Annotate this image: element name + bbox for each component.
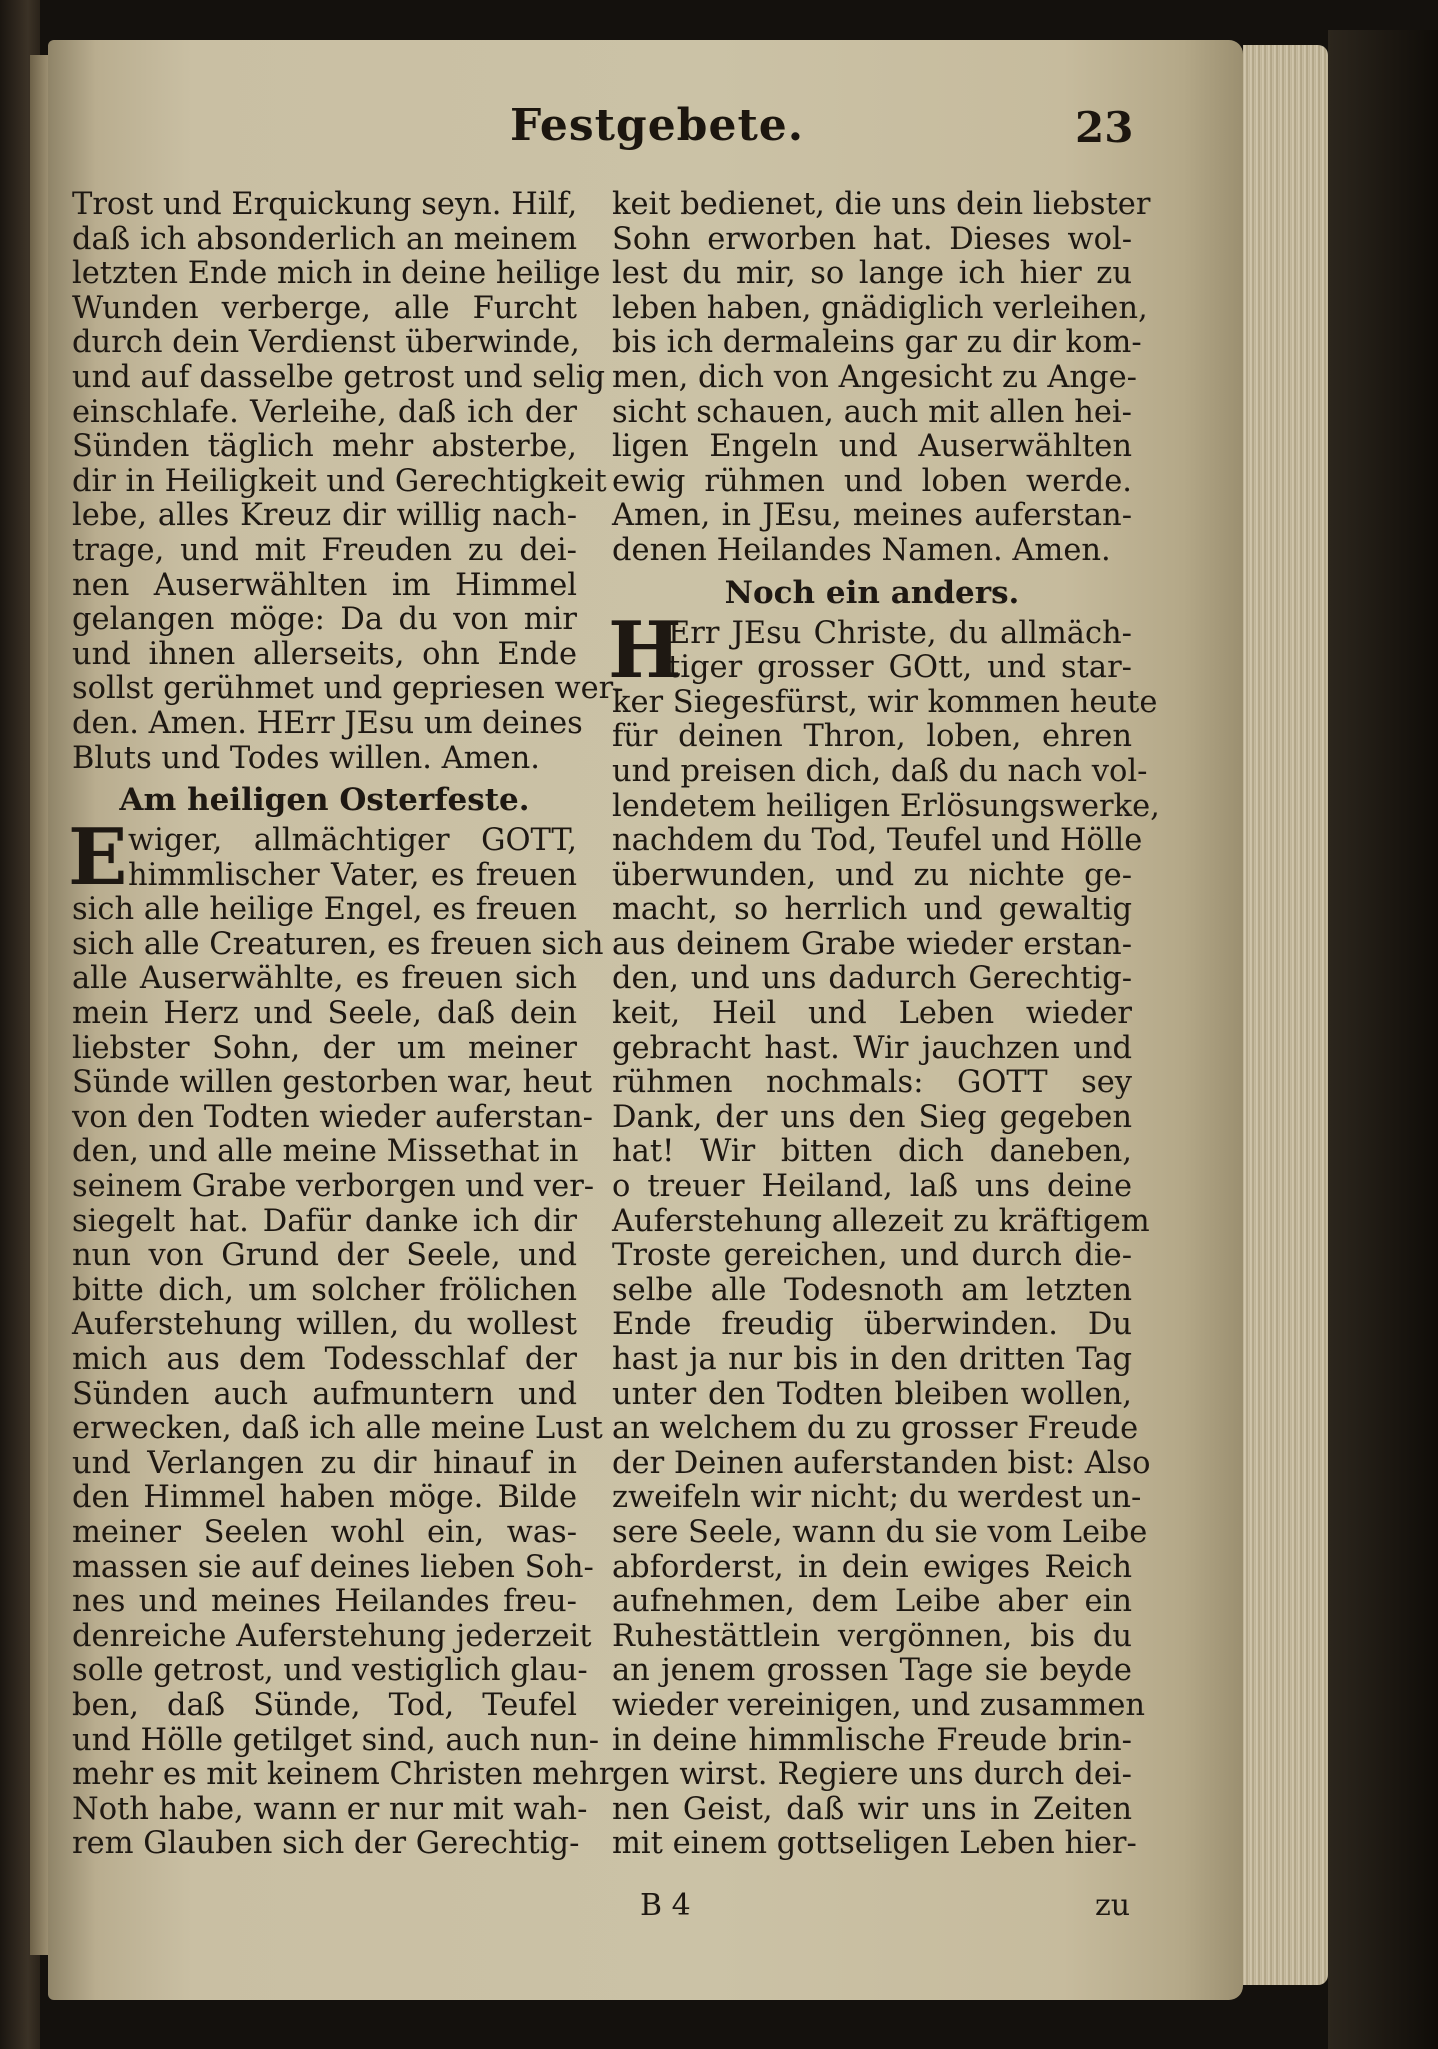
text-line: erwecken, daß ich alle meine Lust — [72, 1411, 603, 1447]
text-line: alle Auserwählte, es freuen sich — [72, 961, 577, 997]
text-line: gebracht hast. Wir jauchzen und — [612, 1030, 1132, 1066]
text-line: rem Glauben sich der Gerechtig- — [72, 1826, 580, 1862]
text-line: dir in Heiligkeit und Gerechtigkeit — [72, 463, 607, 499]
text-line: aufnehmen, dem Leibe aber ein — [612, 1584, 1132, 1620]
text-line: denreiche Auferstehung jederzeit — [72, 1618, 592, 1654]
text-line: Bluts und Todes willen. Amen. — [72, 740, 540, 776]
text-line: selbe alle Todesnoth am letzten — [612, 1272, 1132, 1308]
text-line: lebe, alles Kreuz dir willig nach- — [72, 498, 577, 534]
text-line: Troste gereichen, und durch die- — [612, 1238, 1132, 1274]
text-line: siegelt hat. Dafür danke ich dir — [72, 1203, 577, 1239]
text-line: Sünden täglich mehr absterbe, — [72, 429, 577, 465]
text-line: keit bedienet, die uns dein liebster — [612, 187, 1151, 222]
text-line: sich alle Creaturen, es freuen sich — [72, 926, 604, 962]
text-line: ker Siegesfürst, wir kommen heute — [612, 684, 1158, 720]
text-line: Amen, in JEsu, meines auferstan- — [612, 498, 1132, 534]
text-line: daß ich absonderlich an meinem — [72, 221, 577, 257]
text-line: mein Herz und Seele, daß dein — [72, 996, 577, 1032]
text-line: lest du mir, so lange ich hier zu — [612, 256, 1132, 292]
text-line: an welchem du zu grosser Freude — [612, 1411, 1139, 1447]
text-line: leben haben, gnädiglich verleihen, — [612, 290, 1148, 326]
text-line: Ende freudig überwinden. Du — [612, 1307, 1132, 1343]
text-line: den, und uns dadurch Gerechtig- — [612, 961, 1132, 997]
text-line: massen sie auf deines lieben Soh- — [72, 1549, 594, 1585]
book-cover-right — [1328, 30, 1438, 2049]
page-fore-edges — [1243, 45, 1328, 1985]
running-head: Festgebete. — [510, 100, 805, 151]
text-line: nun von Grund der Seele, und — [72, 1238, 577, 1274]
catchword: zu — [1095, 1888, 1131, 1923]
text-line: macht, so herrlich und gewaltig — [612, 892, 1132, 928]
text-line: hast ja nur bis in den dritten Tag — [612, 1342, 1132, 1377]
text-line: mehr es mit keinem Christen mehr — [72, 1757, 614, 1793]
text-line: und preisen dich, daß du nach vol- — [612, 753, 1148, 789]
text-line: Auferstehung willen, du wollest — [72, 1307, 577, 1343]
text-line: solle getrost, und vestiglich glau- — [72, 1653, 588, 1689]
text-line: nes und meines Heilandes freu- — [72, 1584, 577, 1620]
text-line: nen Auserwählten im Himmel — [72, 567, 577, 603]
drop-line-text: Err JEsu Christe, du allmäch- — [668, 615, 1132, 651]
text-line: Wunden verberge, alle Furcht — [72, 290, 577, 326]
text-line: trage, und mit Freuden zu dei- — [72, 532, 577, 568]
text-line: den Himmel haben möge. Bilde — [72, 1480, 577, 1516]
text-line: ben, daß Sünde, Tod, Teufel — [72, 1687, 577, 1723]
text-line: den, und alle meine Missethat in — [72, 1134, 579, 1170]
text-line: seinem Grabe verborgen und ver- — [72, 1169, 595, 1205]
text-line: mich aus dem Todesschlaf der — [72, 1342, 577, 1377]
text-line: sere Seele, wann du sie vom Leibe — [612, 1514, 1148, 1550]
text-line: einschlafe. Verleihe, daß ich der — [72, 394, 577, 430]
text-line: den. Amen. HErr JEsu um deines — [72, 705, 583, 741]
right-text-column — [608, 187, 1160, 1862]
text-line: aus deinem Grabe wieder erstan- — [612, 926, 1132, 962]
text-line: himmlischer Vater, es freuen — [128, 857, 577, 893]
text-line: ewig rühmen und loben werde. — [612, 463, 1132, 499]
text-line: hat! Wir bitten dich daneben, — [612, 1134, 1132, 1170]
text-line: gen wirst. Regiere uns durch dei- — [612, 1757, 1132, 1793]
drop-capital: H — [608, 604, 682, 696]
text-line: zweifeln wir nicht; du werdest un- — [612, 1480, 1142, 1516]
text-line: der Deinen auferstanden bist: Also — [612, 1445, 1151, 1481]
section-heading: Noch ein anders. — [724, 574, 1020, 611]
text-line: gelangen möge: Da du von mir — [72, 602, 577, 638]
text-line: überwunden, und zu nichte ge- — [612, 857, 1132, 893]
text-line: Sohn erworben hat. Dieses wol- — [612, 221, 1132, 257]
text-line: nen Geist, daß wir uns in Zeiten — [612, 1791, 1132, 1827]
text-line: sicht schauen, auch mit allen hei- — [612, 394, 1132, 430]
left-text-column — [68, 187, 624, 1862]
facing-page-edge — [30, 55, 48, 1955]
drop-capital: E — [68, 812, 128, 904]
text-line: sollst gerühmet und gepriesen wer- — [72, 671, 624, 707]
text-line: liebster Sohn, der um meiner — [72, 1030, 577, 1066]
text-line: keit, Heil und Leben wieder — [612, 996, 1132, 1032]
text-line: Auferstehung allezeit zu kräftigem — [612, 1203, 1150, 1239]
text-line: für deinen Thron, loben, ehren — [612, 719, 1132, 755]
text-line: letzten Ende mich in deine heilige — [72, 256, 601, 292]
text-line: in deine himmlische Freude brin- — [612, 1722, 1132, 1758]
text-line: Sünde willen gestorben war, heut — [72, 1065, 593, 1101]
text-line: bitte dich, um solcher frölichen — [72, 1272, 577, 1308]
printer-signature: B 4 — [640, 1888, 691, 1923]
text-line: Trost und Erquickung seyn. Hilf, — [72, 187, 578, 222]
text-line: denen Heilandes Namen. Amen. — [612, 532, 1111, 568]
text-line: Sünden auch aufmuntern und — [72, 1376, 577, 1412]
drop-line-text: wiger, allmächtiger GOTT, — [128, 823, 577, 859]
text-line: ligen Engeln und Auserwählten — [612, 429, 1132, 465]
text-line: abforderst, in dein ewiges Reich — [612, 1549, 1132, 1585]
page-number: 23 — [1075, 103, 1134, 152]
text-line: und ihnen allerseits, ohn Ende — [72, 636, 577, 672]
text-line: an jenem grossen Tage sie beyde — [612, 1653, 1132, 1689]
text-line: Ruhestättlein vergönnen, bis du — [612, 1618, 1132, 1654]
text-line: und Verlangen zu dir hinauf in — [72, 1445, 577, 1481]
text-line: und Hölle getilget sind, auch nun- — [72, 1722, 600, 1758]
text-line: men, dich von Angesicht zu Ange- — [612, 359, 1137, 395]
text-line: unter den Todten bleiben wollen, — [612, 1376, 1132, 1412]
text-line: wieder vereinigen, und zusammen — [612, 1687, 1146, 1723]
text-line: rühmen nochmals: GOTT sey — [612, 1065, 1132, 1101]
text-line: lendetem heiligen Erlösungswerke, — [612, 788, 1160, 824]
text-line: nachdem du Tod, Teufel und Hölle — [612, 823, 1143, 859]
text-line: von den Todten wieder auferstan- — [72, 1099, 593, 1135]
text-line: o treuer Heiland, laß uns deine — [612, 1169, 1132, 1205]
text-line: sich alle heilige Engel, es freuen — [72, 892, 577, 928]
text-line: tiger grosser GOtt, und star- — [668, 650, 1132, 686]
text-line: bis ich dermaleins gar zu dir kom- — [612, 325, 1142, 361]
text-line: durch dein Verdienst überwinde, — [72, 325, 580, 361]
section-heading: Am heiligen Osterfeste. — [119, 782, 530, 819]
text-line: und auf dasselbe getrost und selig — [72, 359, 606, 395]
text-line: mit einem gottseligen Leben hier- — [612, 1826, 1137, 1862]
text-line: meiner Seelen wohl ein, was- — [72, 1514, 577, 1550]
text-line: Noth habe, wann er nur mit wah- — [72, 1791, 588, 1827]
text-line: Dank, der uns den Sieg gegeben — [612, 1099, 1132, 1135]
